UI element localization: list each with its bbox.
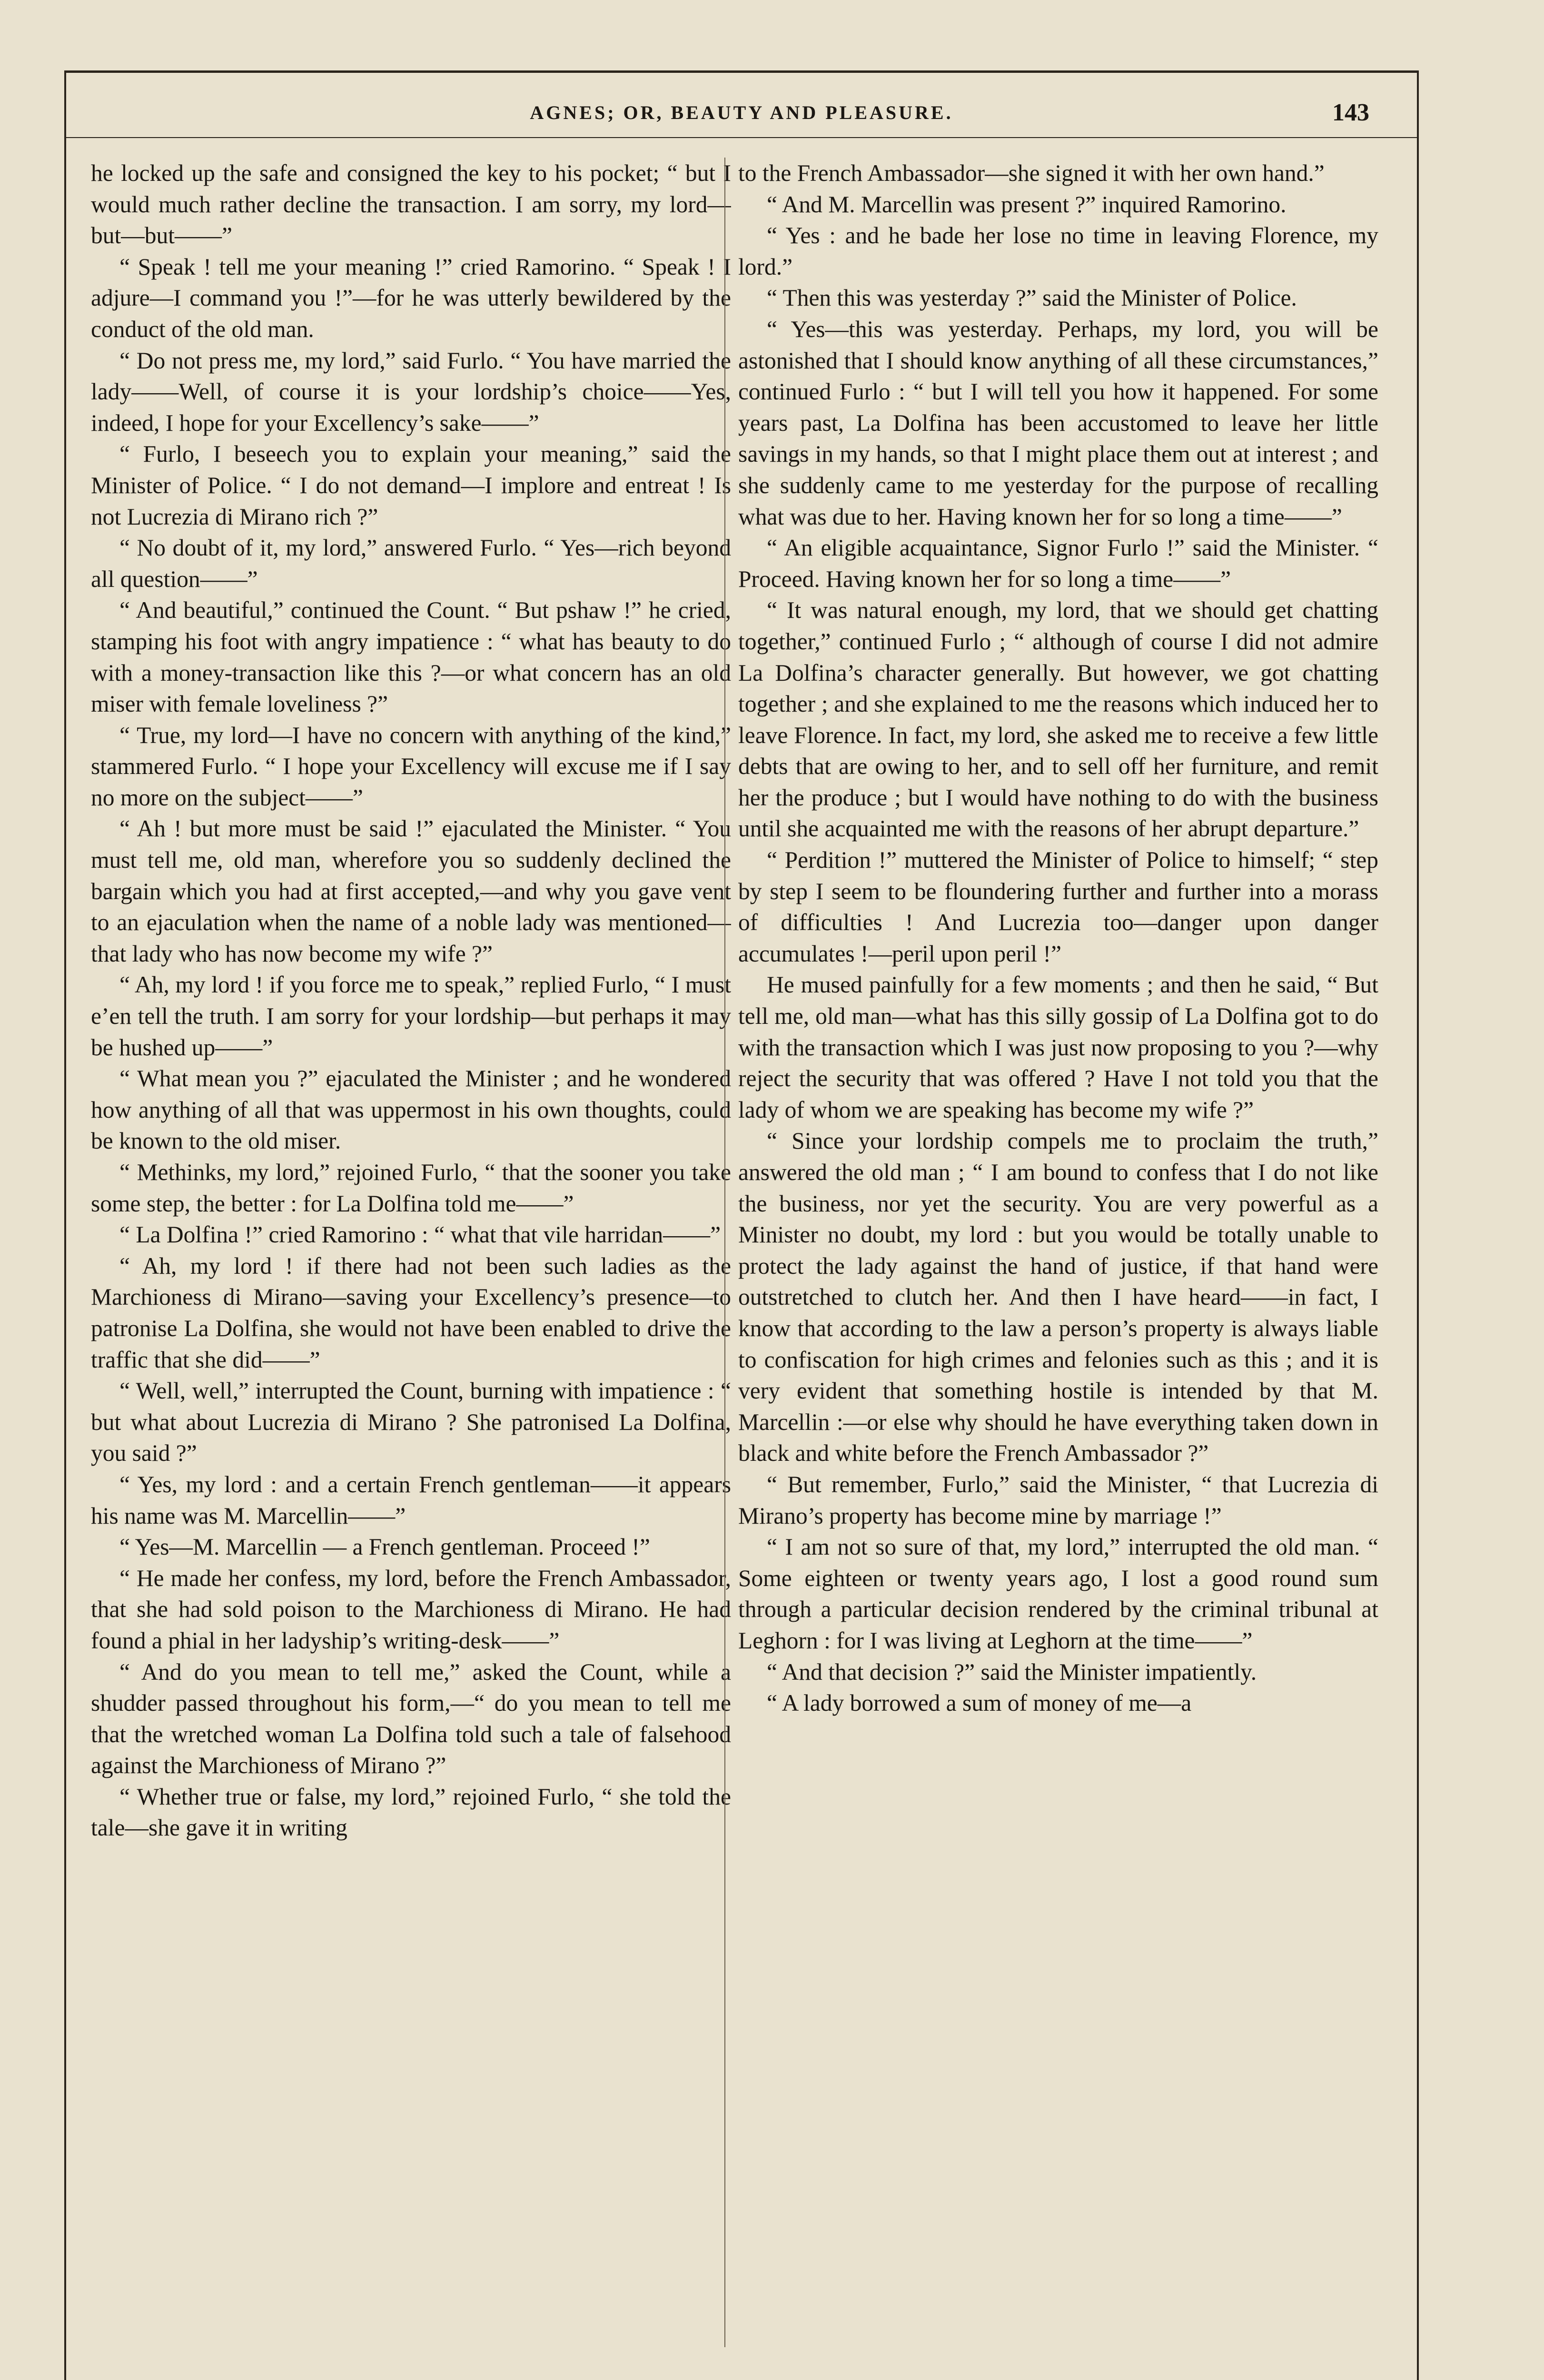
paragraph: “ Furlo, I beseech you to explain your meaning,” said the Minister of Police. “ I do not demand—I implore and entreat ! Is not Lucrezia di Mirano rich ?”: [91, 441, 731, 530]
paragraph: “ But remember, Furlo,” said the Minister, “ that Lucrezia di Mirano’s property has become mine by marriage !”: [738, 1471, 1378, 1529]
paragraph: He mused painfully for a few moments ; and then he said, “ But tell me, old man—what has this silly gossip of La Dolfina got to do with the transaction which I was just now proposing to you ?—why reject the security that was offered ? Have I not told you that the lady of whom we are speaking has become my wife ?”: [738, 972, 1378, 1123]
paragraph: “ Ah ! but more must be said !” ejaculated the Minister. “ You must tell me, old man, wherefore you so suddenly declined the bargain which you had at first accepted,—and why you gave vent to an ejaculation when the name of a noble lady was mentioned—that lady who has now become my wife ?”: [91, 815, 731, 967]
paragraph: “ Perdition !” muttered the Minister of Police to himself; “ step by step I seem to be floundering further and further into a morass of difficulties ! And Lucrezia too—danger upon danger accumulates !—peril upon peril !”: [738, 847, 1378, 967]
paragraph: “ Then this was yesterday ?” said the Minister of Police.: [767, 285, 1297, 311]
paragraph: “ Ah, my lord ! if there had not been such ladies as the Marchioness di Mirano—saving your Excellency’s presence—to patronise La Dolfina, she would not have been enabled to drive the traffic that she did——”: [91, 1252, 731, 1373]
paragraph: to the French Ambassador—she signed it with her own hand.”: [738, 160, 1325, 186]
paragraph: “ He made her confess, my lord, before the French Ambassador, that she had sold poison to the Marchioness di Mirano. He had found a phial in her ladyship’s writing-desk——”: [91, 1565, 731, 1654]
paragraph: “ No doubt of it, my lord,” answered Furlo. “ Yes—rich beyond all question——”: [91, 535, 731, 592]
paragraph: “ Yes, my lord : and a certain French gentleman——it appears his name was M. Marcellin——”: [91, 1471, 731, 1529]
right-column: [738, 158, 1378, 2347]
paragraph: “ Well, well,” interrupted the Count, burning with impatience : “ but what about Lucrezia di Mirano ? She patronised La Dolfina, you said ?”: [91, 1378, 731, 1467]
header-rule: [66, 137, 1417, 138]
paragraph: “ And M. Marcellin was present ?” inquired Ramorino.: [767, 191, 1287, 218]
paragraph: “ Speak ! tell me your meaning !” cried Ramorino. “ Speak ! I adjure—I command you !”—for he was utterly bewildered by the conduct of the old man.: [91, 253, 731, 342]
column-divider: [724, 158, 725, 2347]
paragraph: “ Yes : and he bade her lose no time in leaving Florence, my lord.”: [738, 222, 1378, 280]
running-title: AGNES; OR, BEAUTY AND PLEASURE.: [530, 102, 953, 123]
page-number: 143: [1332, 99, 1369, 126]
paragraph: “ Methinks, my lord,” rejoined Furlo, “ that the sooner you take some step, the better : for La Dolfina told me——”: [91, 1159, 731, 1217]
paragraph: “ What mean you ?” ejaculated the Minister ; and he wondered how anything of all that was uppermost in his own thoughts, could be known to the old miser.: [91, 1065, 731, 1154]
paragraph: “ And that decision ?” said the Minister impatiently.: [767, 1658, 1257, 1685]
paragraph: “ And beautiful,” continued the Count. “ But pshaw !” he cried, stamping his foot with angry impatience : “ what has beauty to do with a money-transaction like this ?—or what concern has an old miser with female loveliness ?”: [91, 597, 731, 717]
paragraph: “ Yes—M. Marcellin — a French gentleman. Proceed !”: [119, 1534, 650, 1560]
paragraph: “ Yes—this was yesterday. Perhaps, my lord, you will be astonished that I should know anything of all these circumstances,” continued Furlo : “ but I will tell you how it happened. For some years past, La Dolfina has been accustomed to leave her little savings in my hands, so that I might place them out at interest ; and she suddenly came to me yesterday for the purpose of recalling what was due to her. Having known her for so long a time——”: [738, 316, 1378, 530]
paragraph: “ Whether true or false, my lord,” rejoined Furlo, “ she told the tale—she gave it in writing: [91, 1783, 731, 1841]
left-column: [91, 158, 731, 2347]
paragraph: “ It was natural enough, my lord, that we should get chatting together,” continued Furlo ; “ although of course I did not admire La Dolfina’s character generally. But however, we got chatting together ; and she explained to me the reasons which induced her to leave Florence. In fact, my lord, she asked me to receive a few little debts that are owing to her, and to sell off her furniture, and remit her the produce ; but I would have nothing to do with the business until she acquainted me with the reasons of her abrupt departure.”: [738, 597, 1378, 842]
paragraph: “ A lady borrowed a sum of money of me—a: [767, 1690, 1192, 1716]
paragraph: “ And do you mean to tell me,” asked the Count, while a shudder passed throughout his form,—“ do you mean to tell me that the wretched woman La Dolfina told such a tale of falsehood against the Marchioness of Mirano ?”: [91, 1658, 731, 1779]
paragraph: “ Ah, my lord ! if you force me to speak,” replied Furlo, “ I must e’en tell the truth. I am sorry for your lordship—but perhaps it may be hushed up——”: [91, 972, 731, 1061]
paragraph: he locked up the safe and consigned the key to his pocket; “ but I would much rather decline the transaction. I am sorry, my lord—but—but——”: [91, 160, 731, 249]
paragraph: “ La Dolfina !” cried Ramorino : “ what that vile harridan——”: [119, 1221, 721, 1248]
paragraph: “ Do not press me, my lord,” said Furlo. “ You have married the lady——Well, of course it is your lordship’s choice——Yes, indeed, I hope for your Excellency’s sake——”: [91, 347, 731, 436]
page-frame: [64, 70, 1419, 2380]
paragraph: “ An eligible acquaintance, Signor Furlo !” said the Minister. “ Proceed. Having known her for so long a time——”: [738, 535, 1378, 592]
paragraph: “ Since your lordship compels me to proclaim the truth,” answered the old man ; “ I am bound to confess that I do not like the business, nor yet the security. You are very powerful as a Minister no doubt, my lord : but you would be totally unable to protect the lady against the hand of justice, if that hand were outstretched to clutch her. And then I have heard——in fact, I know that according to the law a person’s property is always liable to confiscation for high crimes and felonies such as this ; and it is very evident that something hostile is intended by that M. Marcellin :—or else why should he have everything taken down in black and white before the French Ambassador ?”: [738, 1128, 1378, 1467]
paragraph: “ I am not so sure of that, my lord,” interrupted the old man. “ Some eighteen or twenty years ago, I lost a good round sum through a particular decision rendered by the criminal tribunal at Leghorn : for I was living at Leghorn at the time——”: [738, 1534, 1378, 1654]
paragraph: “ True, my lord—I have no concern with anything of the kind,” stammered Furlo. “ I hope your Excellency will excuse me if I say no more on the subject——”: [91, 722, 731, 811]
